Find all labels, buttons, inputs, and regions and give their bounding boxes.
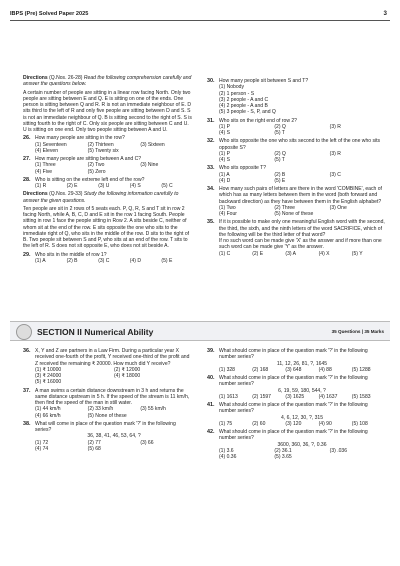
option[interactable]: (4) X <box>318 250 330 257</box>
question-35-note: If no such word can be made give 'X' as the answer and if more than one such word can be made give 'Y' as the answer. <box>219 238 382 251</box>
directions-26-28: Directions (Q.Nos. 26-28) Read the following comprehension carefully and answer the questions below. <box>23 75 192 88</box>
question-27: 27. How many people are sitting between A and C? <box>23 156 142 162</box>
option[interactable]: (4) 2 people - A and B <box>219 103 268 109</box>
option[interactable]: (2) Two <box>87 162 105 169</box>
option[interactable]: (2) ₹ 12000 <box>114 366 141 373</box>
option[interactable]: (2) E <box>252 250 264 257</box>
options-36 <box>23 367 193 386</box>
option[interactable]: (3) A <box>285 250 297 257</box>
section-banner <box>10 321 390 341</box>
option[interactable]: (3) ₹ 24000 <box>35 373 62 379</box>
option[interactable]: (5) 1583 <box>351 393 371 400</box>
options-41 <box>207 421 385 427</box>
section-emblem-icon <box>16 324 32 340</box>
options-38 <box>23 440 193 453</box>
option[interactable]: (3) 2 people - A and C <box>219 96 269 103</box>
option[interactable]: (5) Twenty six <box>87 147 119 154</box>
section-meta: 35 Questions | 35 Marks <box>331 329 384 334</box>
option[interactable]: (2) Thirteen <box>87 141 114 148</box>
option[interactable]: (2) 77 <box>87 439 101 446</box>
option[interactable]: (4) Four <box>219 211 237 217</box>
option[interactable]: (1) Two <box>219 204 236 211</box>
option[interactable]: (4) Eleven <box>35 147 59 154</box>
options-35 <box>207 251 385 257</box>
options-31 <box>207 124 385 137</box>
option[interactable]: (4) Five <box>35 168 53 175</box>
question-32: 32. Who sits opposite the one who sits second to the left of the one who sits opposite S? <box>207 138 381 151</box>
option[interactable]: (5) None of these <box>274 211 314 217</box>
option[interactable]: (3) 1625 <box>285 393 305 400</box>
option[interactable]: (2) 36.1 <box>274 447 292 454</box>
options-26 <box>23 142 193 155</box>
options-30 <box>207 84 385 115</box>
option[interactable]: (4) 88 <box>318 366 332 373</box>
option[interactable]: (5) E <box>161 257 173 264</box>
option[interactable]: (5) 108 <box>351 420 368 427</box>
options-34 <box>207 205 385 218</box>
option[interactable]: (3) R <box>329 150 341 157</box>
option[interactable]: (1) Seventeen <box>35 141 67 148</box>
option[interactable]: (5) None of these <box>87 412 127 419</box>
option[interactable]: (5) 3.65 <box>274 454 292 460</box>
option[interactable]: (2) 33 km/h <box>87 406 114 413</box>
option[interactable]: (1) 44 km/h <box>35 406 61 413</box>
series: 36, 38, 41, 46, 53, 64, ? <box>87 433 141 440</box>
question-41: 41. What should come in place of the question mark '?' in the following number series? <box>207 402 368 415</box>
question-26: 26. How many people are sitting in the row? <box>23 135 125 142</box>
option[interactable]: (4) D <box>219 177 231 184</box>
right-column <box>207 78 385 257</box>
page-header <box>0 0 400 24</box>
option[interactable]: (5) 3 people - S, P, and Q <box>219 109 276 116</box>
option[interactable]: (1) 1613 <box>219 393 238 400</box>
passage-29-33: Ten people are sit in 2 rows of 5 seats each. P, Q, R, S and T sit in row 2 facing North, while A, B, C, D and E sit in the row 1 facing South. People sitting in row 1 face the people sitting in Row 2. A sits beside C, neither of whom sit at the end of the row. E sits opposite the one who sits to the immediate right of Q, who sits in the middle of the row. D sits to the right of B. Two people sit between S and P, who sits at an end of the row. T sits to the left of R. S does not sit opposite E, who does not sit beside A. <box>23 205 190 250</box>
option[interactable]: (5) ₹ 16000 <box>35 379 62 386</box>
option[interactable]: (3) 66 <box>140 439 154 446</box>
directions-29-33: Directions (Q.Nos. 29-33) Study the following information carefully to answer the given questions. <box>23 191 179 204</box>
left-column <box>23 75 193 264</box>
option[interactable]: (4) 66 km/h <box>35 412 61 419</box>
option[interactable]: (2) Three <box>274 204 295 211</box>
option[interactable]: (4) 0.36 <box>219 454 237 460</box>
options-39 <box>207 367 385 373</box>
option[interactable]: (1) P <box>219 150 230 157</box>
option[interactable]: (4) ₹ 18000 <box>114 373 141 379</box>
option[interactable]: (4) D <box>129 257 142 264</box>
option[interactable]: (2) 60 <box>252 420 266 427</box>
option[interactable]: (1) P <box>219 123 230 130</box>
question-35: 35. If it is possible to make only one meaningful English word with the second, the third, the sixth, and the ninth letters of the word SACRIFICE, which of the following will be the third letter of that word? <box>207 219 385 238</box>
option[interactable]: (2) 1 person - S <box>219 90 255 97</box>
passage-26-28: A certain number of people are sitting in a linear row facing North. Only two people are sitting between E and Q. E is sitting on one of the ends. One person is sitting between Q and R. R is not an immediate neighbour of E. D sits third to the left of R and only five people are sitting between D and S. S is not an immediate neighbour of Q. B is sitting second to the right of S. S is sitting fourth to the right of C. Only six people are sitting between C and U. U is sitting on one end. Only two people sitting between A and U. <box>23 89 192 133</box>
option[interactable]: (4) S <box>219 157 230 163</box>
option[interactable]: (1) 72 <box>35 439 49 446</box>
option[interactable]: (1) Three <box>35 162 56 169</box>
options-27 <box>23 162 193 175</box>
section-title: SECTION II Numerical Ability <box>37 327 154 337</box>
options-33 <box>207 172 385 185</box>
option[interactable]: (5) Zero <box>87 168 106 175</box>
option[interactable]: (5) 68 <box>87 445 101 452</box>
option[interactable]: (1) 3.6 <box>219 447 234 454</box>
option[interactable]: (1) Nobody <box>219 84 244 91</box>
option[interactable]: (5) T <box>274 157 285 163</box>
option[interactable]: (3) R <box>329 123 341 130</box>
options-29 <box>23 258 193 264</box>
options-37 <box>23 406 193 419</box>
option[interactable]: (3) 120 <box>285 420 302 427</box>
series: 4, 6, 12, 30, ?, 315 <box>280 414 324 421</box>
option[interactable]: (4) 1637 <box>318 393 338 400</box>
question-30: 30. How many people sit between S and T? <box>207 78 309 84</box>
question-40: 40. What should come in place of the question mark '?' in the following number series? <box>207 375 368 388</box>
option[interactable]: (3) Nine <box>140 162 159 169</box>
option[interactable]: (4) S <box>129 183 141 189</box>
option[interactable]: (5) T <box>274 130 285 136</box>
question-36: 36. X, Y and Z are partners in a Law Firm. During a particular year X received one-fourth of the profit, Y received one-third of the profit and Z received the remaining ₹ 20000. How much did Y receive? <box>23 348 190 367</box>
question-42: 42. What should come in place of the question mark '?' in the following number series? <box>207 429 368 442</box>
series: 11, 12, 26, 81, ?, 1645 <box>276 360 328 367</box>
option[interactable]: (1) ₹ 10000 <box>35 366 62 373</box>
option[interactable]: (3) One <box>329 204 347 211</box>
option[interactable]: (1) 75 <box>219 420 233 427</box>
series: 6, 19, 59, 180, 544, ? <box>278 387 326 394</box>
option[interactable]: (4) 90 <box>318 420 332 427</box>
question-39: 39. What should come in place of the question mark '?' in the following number series? <box>207 348 368 361</box>
option[interactable]: (3) .036 <box>329 447 348 454</box>
option[interactable]: (3) C <box>98 257 110 264</box>
option[interactable]: (1) 328 <box>219 366 235 373</box>
option[interactable]: (4) S <box>219 130 230 136</box>
option[interactable]: (2) Q <box>274 123 286 130</box>
question-29: 29. Who sits in the middle of row 1? <box>23 251 107 258</box>
options-28 <box>23 183 193 189</box>
option[interactable]: (3) Sixteen <box>140 141 165 148</box>
option[interactable]: (2) 168 <box>252 366 269 373</box>
header-rule <box>10 20 390 21</box>
right-column-section2 <box>207 348 385 460</box>
option[interactable]: (3) 55 km/h <box>140 406 166 413</box>
question-31: 31. Who sits on the right end of row 2? <box>207 117 297 124</box>
option[interactable]: (1) A <box>35 257 46 264</box>
option[interactable]: (2) E <box>66 183 78 189</box>
question-33: 33. Who sits opposite T? <box>207 165 267 172</box>
question-38: 38. What will come in place of the question mark '?' in the following series? <box>23 420 176 433</box>
question-34: 34. How many such pairs of letters are there in the word 'COMBINE', each of which has as many letters between them in the word (both forward and backward direction) as they have between them in the English alphabet? <box>207 186 382 205</box>
option[interactable]: (3) U <box>98 183 110 189</box>
options-40 <box>207 394 385 400</box>
option[interactable]: (2) 1597 <box>252 393 271 400</box>
option[interactable]: (1) C <box>219 250 231 257</box>
option[interactable]: (3) C <box>329 171 341 178</box>
running-title: IBPS (Pre) Solved Paper 2025 <box>10 11 89 17</box>
option[interactable]: (4) 74 <box>35 445 49 452</box>
series: 3600, 360, 36, ?, 0.36 <box>277 441 327 448</box>
question-28: 28. Who is sitting on the extreme left end of the row? <box>23 176 145 183</box>
option[interactable]: (2) B <box>274 171 286 178</box>
option[interactable]: (5) 1288 <box>351 366 371 373</box>
option[interactable]: (5) Y <box>351 250 363 257</box>
options-42 <box>207 448 385 461</box>
question-37: 37. A man swims a certain distance downstream in 3 h and returns the same distance upstream in 5 h. If the speed of the stream is 11 km/h, then find the speed of the man in still water. <box>23 387 190 406</box>
option[interactable]: (5) C <box>161 183 173 189</box>
option[interactable]: (5) E <box>274 177 286 184</box>
options-32 <box>207 151 385 164</box>
option[interactable]: (1) R <box>35 183 47 189</box>
option[interactable]: (1) A <box>219 171 230 178</box>
option[interactable]: (3) 648 <box>285 366 302 373</box>
page-number: 3 <box>383 10 387 17</box>
left-column-section2 <box>23 348 193 452</box>
option[interactable]: (2) B <box>66 257 78 264</box>
option[interactable]: (2) Q <box>274 150 286 157</box>
